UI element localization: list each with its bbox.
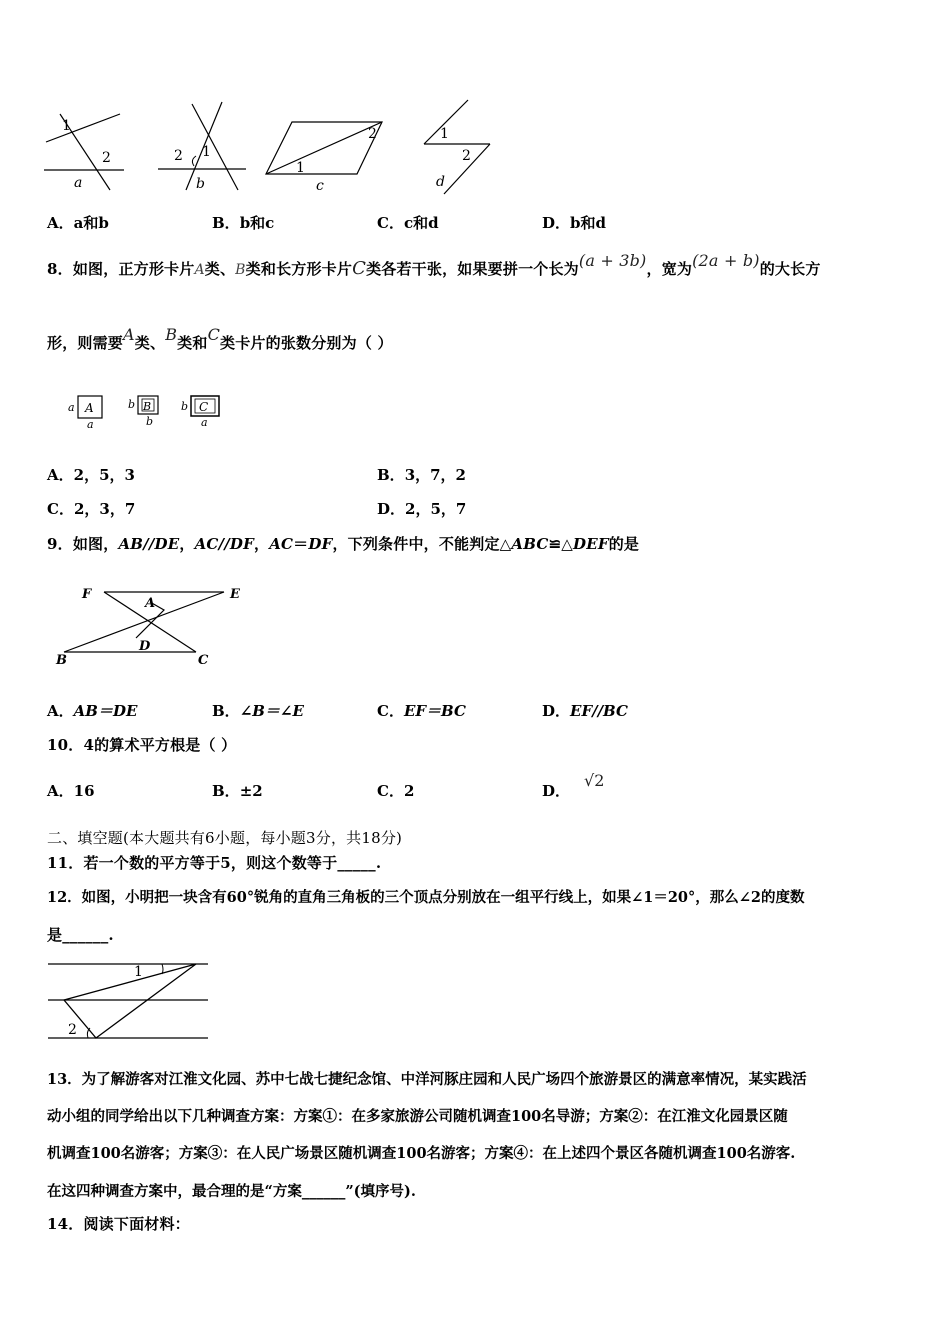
q8-stem-line2: 形，则需要A类、B类和C类卡片的张数分别为（ ） bbox=[47, 325, 393, 352]
q7-fig-c-label: c bbox=[316, 178, 324, 194]
svg-text:b: b bbox=[146, 415, 154, 428]
q9-option-d[interactable]: D．EF//BC bbox=[542, 702, 628, 720]
section2-title: 二、填空题(本大题共有6小题，每小题3分，共18分) bbox=[47, 829, 403, 847]
q14-stem: 14．阅读下面材料： bbox=[47, 1215, 190, 1233]
q9-label-d: D bbox=[139, 639, 151, 654]
q7-figure-a bbox=[40, 98, 130, 193]
q7-figure-c bbox=[262, 110, 387, 195]
svg-text:A: A bbox=[85, 401, 94, 415]
q9-label-c: C bbox=[198, 653, 209, 668]
q10-option-b[interactable]: B．±2 bbox=[212, 782, 263, 800]
q7-fig-d-angle1: 1 bbox=[440, 126, 449, 142]
q9-label-f: F bbox=[82, 587, 92, 602]
q7-option-d[interactable]: D．b和d bbox=[542, 214, 606, 232]
q12-stem-line1: 12．如图，小明把一块含有60°锐角的直角三角板的三个顶点分别放在一组平行线上，如果∠1＝20°，那么∠2的度数 bbox=[47, 889, 805, 906]
q7-fig-b-angle2: 2 bbox=[174, 148, 183, 164]
q13-stem-line4: 在这四种调查方案中，最合理的是“方案______”(填序号). bbox=[47, 1183, 416, 1200]
q7-fig-c-angle2: 2 bbox=[368, 126, 377, 142]
q8-option-a[interactable]: A．2，5，3 bbox=[47, 466, 135, 484]
q7-fig-a-angle2: 2 bbox=[102, 150, 111, 166]
q10-stem: 10．4的算术平方根是（ ） bbox=[47, 736, 237, 754]
q9-label-b: B bbox=[56, 653, 67, 668]
q13-stem-line3: 机调查100名游客；方案③：在人民广场景区随机调查100名游客；方案④：在上述四个景区各随机调查100名游客. bbox=[47, 1145, 796, 1162]
svg-text:b: b bbox=[128, 398, 136, 411]
q9-label-e: E bbox=[230, 587, 240, 602]
q11-stem: 11．若一个数的平方等于5，则这个数等于_____. bbox=[47, 854, 382, 872]
q10-option-a[interactable]: A．16 bbox=[47, 782, 95, 800]
q7-option-b[interactable]: B．b和c bbox=[212, 214, 275, 232]
q7-figure-b bbox=[150, 98, 250, 193]
svg-text:C: C bbox=[199, 400, 209, 414]
q8-option-b[interactable]: B．3，7，2 bbox=[377, 466, 466, 484]
svg-text:B: B bbox=[143, 400, 152, 413]
q8-card-a bbox=[68, 396, 102, 431]
q9-label-a: A bbox=[145, 596, 156, 611]
q7-fig-d-angle2: 2 bbox=[462, 148, 471, 164]
q8-option-c[interactable]: C．2，3，7 bbox=[47, 500, 136, 518]
q10-option-d[interactable]: D．√2 bbox=[542, 771, 605, 800]
q7-option-c[interactable]: C．c和d bbox=[377, 214, 439, 232]
q7-fig-a-angle1: 1 bbox=[62, 118, 71, 134]
q8-cards-figure bbox=[64, 386, 244, 432]
svg-text:a: a bbox=[201, 416, 208, 429]
svg-text:a: a bbox=[68, 401, 75, 414]
q9-stem: 9．如图，AB//DE，AC//DF，AC＝DF，下列条件中，不能判定△ABC≌△DEF的是 bbox=[47, 535, 640, 553]
q9-option-b[interactable]: B．∠B＝∠E bbox=[212, 702, 304, 720]
svg-text:a: a bbox=[87, 418, 94, 431]
q8-card-b bbox=[128, 396, 158, 428]
q7-fig-d-label: d bbox=[436, 174, 445, 190]
q12-angle2: 2 bbox=[68, 1022, 77, 1038]
q8-stem-line1: 8．如图，正方形卡片A类、B类和长方形卡片C类各若干张，如果要拼一个长为(a + 3b)，宽为(2a + b)的大长方 bbox=[47, 251, 821, 279]
q12-angle1: 1 bbox=[134, 964, 143, 980]
q8-option-d[interactable]: D．2，5，7 bbox=[377, 500, 467, 518]
q13-stem-line2: 动小组的同学给出以下几种调查方案：方案①：在多家旅游公司随机调查100名导游；方案②：在江淮文化园景区随 bbox=[47, 1108, 788, 1125]
q13-stem-line1: 13．为了解游客对江淮文化园、苏中七战七捷纪念馆、中洋河豚庄园和人民广场四个旅游景区的满意率情况，某实践活 bbox=[47, 1071, 807, 1088]
q7-option-a[interactable]: A．a和b bbox=[47, 214, 109, 232]
q7-fig-b-angle1: 1 bbox=[202, 144, 211, 160]
q9-option-a[interactable]: A．AB＝DE bbox=[47, 702, 138, 720]
svg-text:b: b bbox=[181, 400, 189, 413]
q7-fig-b-label: b bbox=[196, 176, 205, 192]
q9-option-c[interactable]: C．EF＝BC bbox=[377, 702, 466, 720]
q8-card-c bbox=[181, 396, 219, 429]
q7-figure-d bbox=[420, 98, 500, 198]
q10-option-c[interactable]: C．2 bbox=[377, 782, 415, 800]
q7-fig-a-label: a bbox=[74, 175, 83, 191]
q7-fig-c-angle1: 1 bbox=[296, 160, 305, 176]
q9-figure bbox=[52, 580, 252, 670]
q12-stem-line2: 是______. bbox=[47, 926, 114, 944]
q12-figure bbox=[44, 958, 214, 1048]
